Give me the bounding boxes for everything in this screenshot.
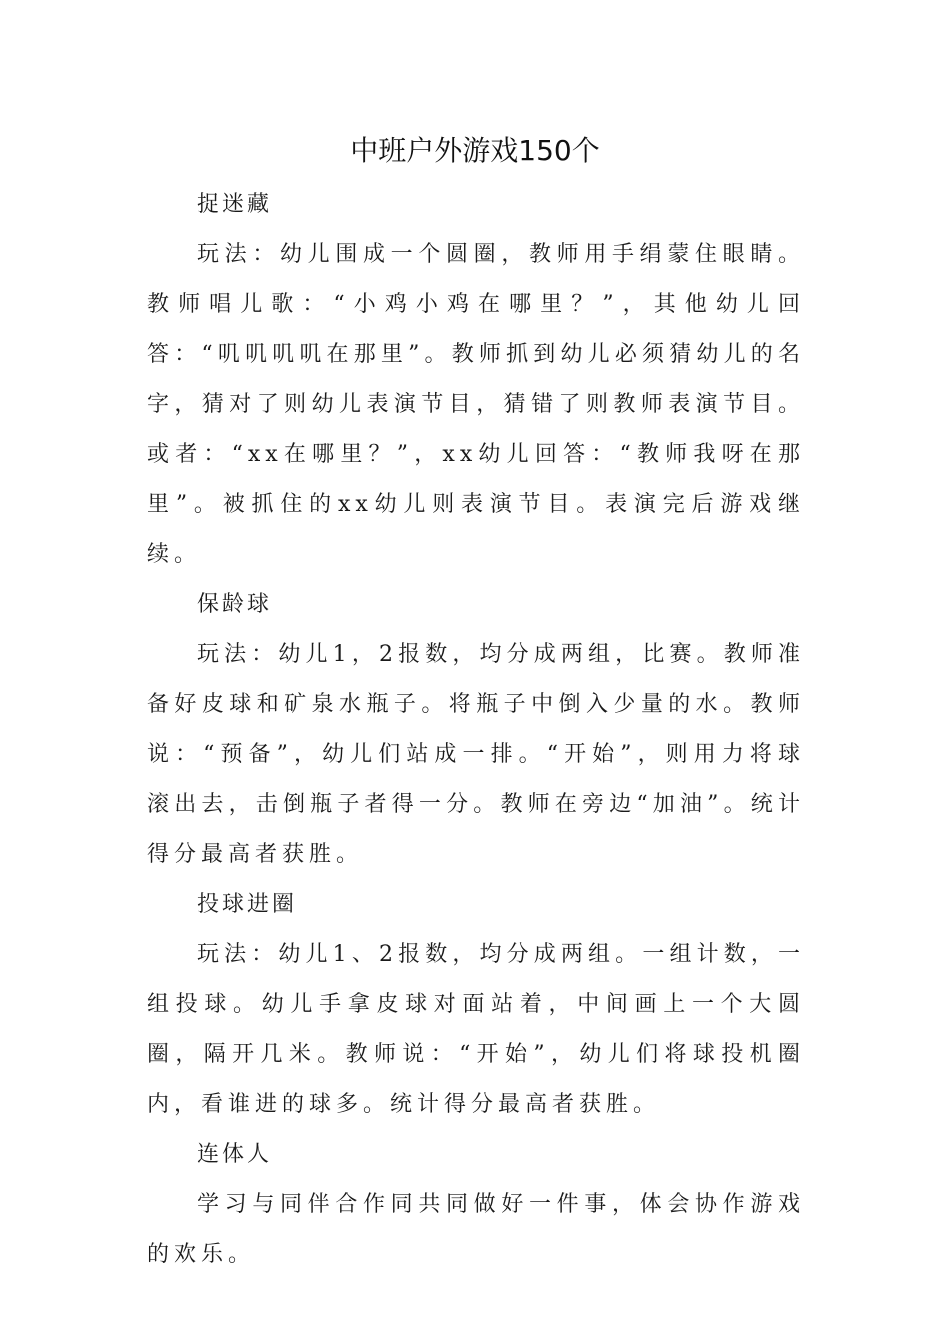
- section-body-bowling: 玩法：幼儿1，2报数，均分成两组，比赛。教师准备好皮球和矿泉水瓶子。将瓶子中倒入少量的水。教师说：“预备”，幼儿们站成一排。“开始”，则用力将球滚出去，击倒瓶子者得一分。教师在旁边“加油”。统计得分最高者获胜。: [147, 642, 805, 867]
- section-heading-hide-and-seek: 捉迷藏: [197, 192, 273, 217]
- section-body-hide-and-seek: 玩法：幼儿围成一个圆圈，教师用手绢蒙住眼睛。教师唱儿歌：“小鸡小鸡在哪里？”，其他幼儿回答：“叽叽叽叽在那里”。教师抓到幼儿必须猜幼儿的名字，猜对了则幼儿表演节目，猜错了则教师表演节目。或者：“xx在哪里？”，xx幼儿回答：“教师我呀在那里”。被抓住的xx幼儿则表演节目。表演完后游戏继续。: [147, 242, 805, 567]
- document-body: [147, 180, 805, 1280]
- section-heading-bowling: 保龄球: [197, 592, 273, 617]
- section-heading-ball-toss: 投球进圈: [197, 892, 298, 917]
- document-title: 中班户外游戏150个: [350, 134, 600, 167]
- section-body-conjoined: 学习与同伴合作同共同做好一件事，体会协作游戏的欢乐。: [147, 1192, 805, 1267]
- section-heading-conjoined: 连体人: [197, 1142, 273, 1167]
- section-body-ball-toss: 玩法：幼儿1、2报数，均分成两组。一组计数，一组投球。幼儿手拿皮球对面站着，中间画上一个大圆圈，隔开几米。教师说：“开始”，幼儿们将球投机圈内，看谁进的球多。统计得分最高者获胜。: [147, 942, 805, 1117]
